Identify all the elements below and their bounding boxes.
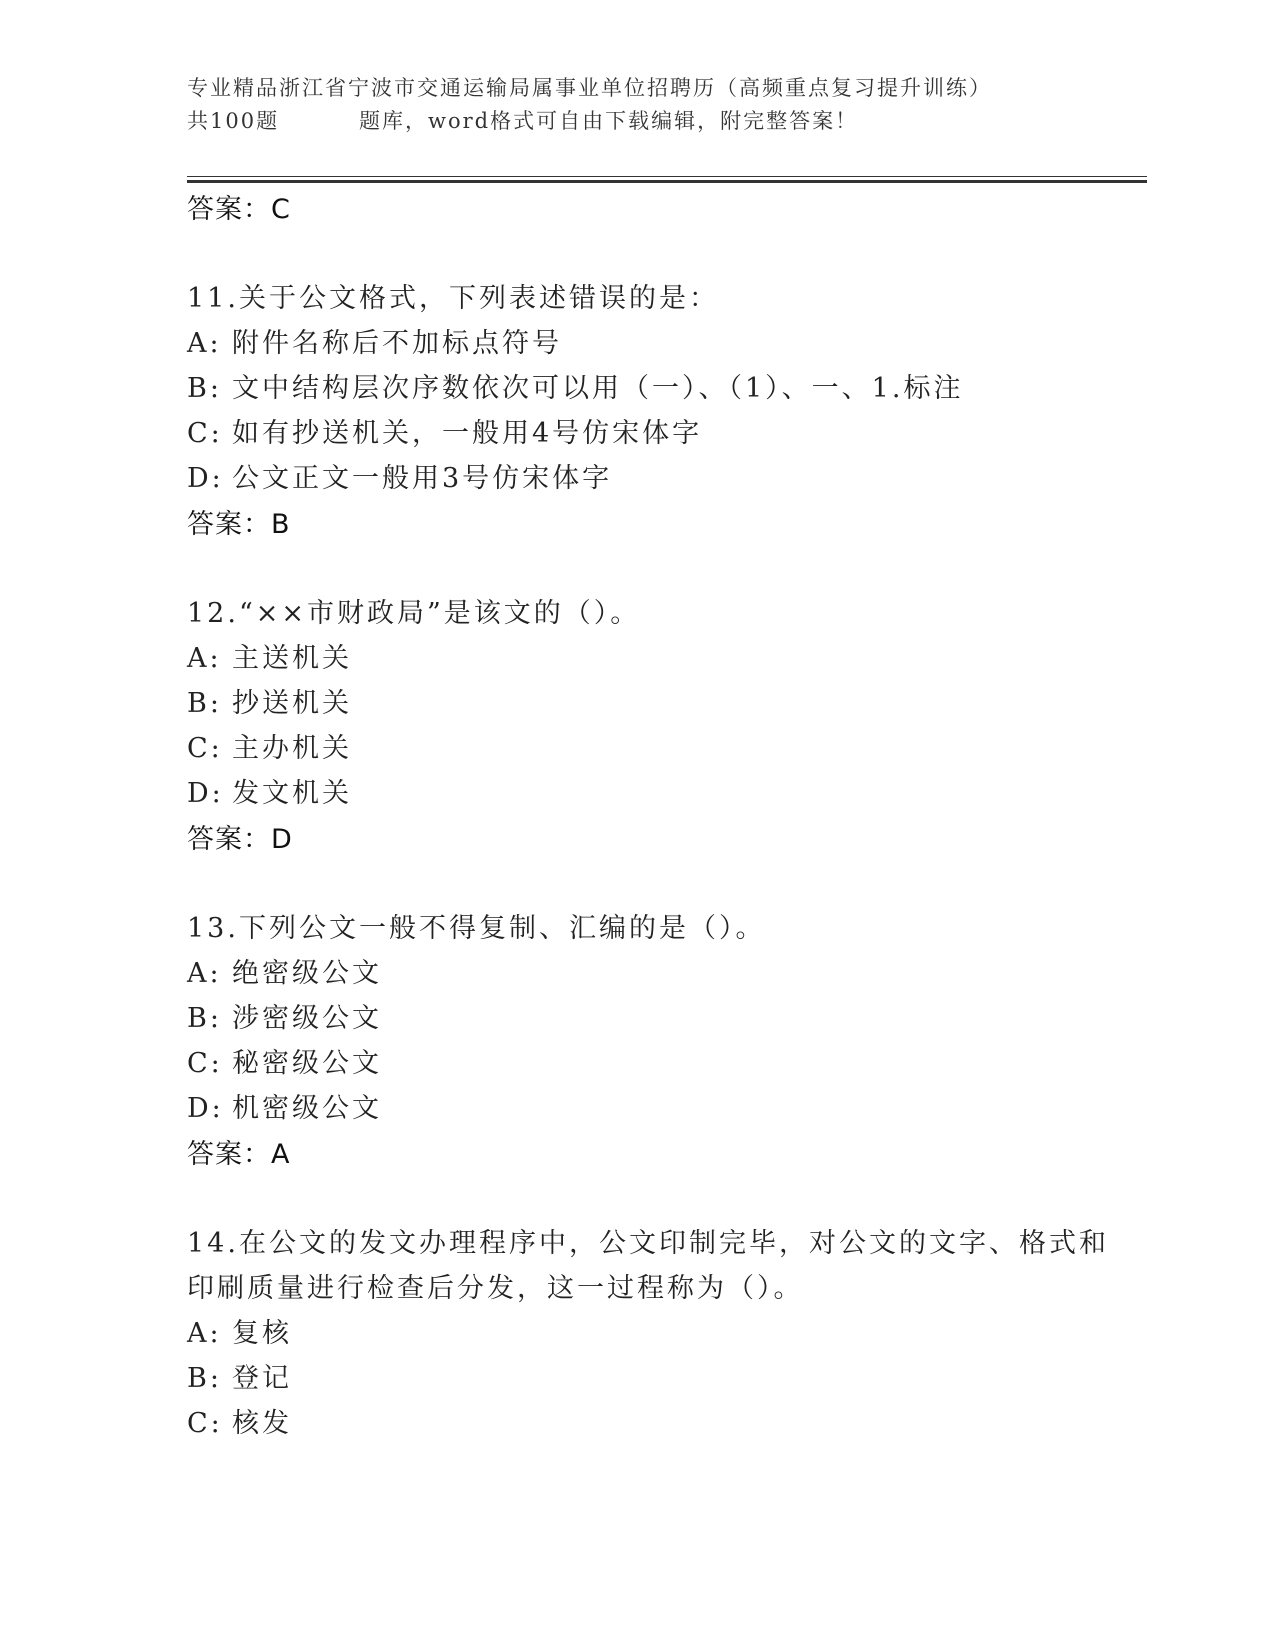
option-letter: C: (187, 1048, 223, 1079)
option-letter: C: (187, 418, 223, 449)
option-text: 文中结构层次序数依次可以用（一）、（1）、一、1.标注 (232, 373, 964, 404)
question-block (187, 276, 1087, 548)
question-block (187, 591, 1087, 863)
answer-option (187, 456, 1087, 501)
question-spacer (187, 863, 1087, 906)
option-letter: A: (187, 958, 222, 989)
option-text: 秘密级公文 (232, 1048, 382, 1079)
question-spacer (187, 1178, 1087, 1221)
option-text: 抄送机关 (232, 688, 352, 719)
option-text: 涉密级公文 (232, 1003, 382, 1034)
option-letter: B: (187, 1363, 222, 1394)
option-letter: A: (187, 328, 222, 359)
option-letter: A: (187, 643, 222, 674)
answer-option (187, 1401, 1087, 1446)
option-letter: D: (187, 1093, 224, 1124)
answer-option (187, 726, 1087, 771)
option-text: 发文机关 (232, 778, 352, 809)
option-text: 附件名称后不加标点符号 (232, 328, 562, 359)
answer-option (187, 411, 1087, 456)
document-header (187, 72, 1087, 138)
option-letter: D: (187, 463, 224, 494)
question-stem: 14.在公文的发文办理程序中，公文印制完毕，对公文的文字、格式和 (187, 1228, 1109, 1259)
answer-line: 答案：C (187, 194, 291, 225)
question-stem: 12.“××市财政局”是该文的（）。 (187, 598, 641, 629)
answer-line: 答案：D (187, 824, 293, 855)
option-text: 复核 (232, 1318, 292, 1349)
option-text: 如有抄送机关，一般用4号仿宋体字 (232, 418, 703, 449)
option-text: 绝密级公文 (232, 958, 382, 989)
answer-option (187, 366, 1087, 411)
question-block (187, 906, 1087, 1178)
answer-option (187, 1356, 1087, 1401)
answer-option (187, 1041, 1087, 1086)
answer-option (187, 1311, 1087, 1356)
question-spacer (187, 548, 1087, 591)
question-list (187, 186, 1109, 1446)
option-letter: C: (187, 1408, 223, 1439)
question-spacer (187, 233, 1087, 276)
questions-container (187, 233, 1109, 1446)
option-letter: B: (187, 688, 222, 719)
header-title-line: 专业精品浙江省宁波市交通运输局属事业单位招聘历（高频重点复习提升训练） (187, 76, 992, 100)
option-letter: C: (187, 733, 223, 764)
question-stem: 11.关于公文格式，下列表述错误的是： (187, 283, 719, 314)
header-subtitle-line (187, 105, 1087, 138)
header-description: 题库，word格式可自由下载编辑，附完整答案！ (359, 109, 859, 133)
answer-line: 答案：B (187, 509, 291, 540)
answer-option (187, 951, 1087, 996)
option-letter: D: (187, 778, 224, 809)
option-text: 主送机关 (232, 643, 352, 674)
answer-option (187, 771, 1087, 816)
question-stem: 13.下列公文一般不得复制、汇编的是（）。 (187, 913, 766, 944)
header-rule-thick (187, 180, 1147, 183)
option-text: 核发 (232, 1408, 292, 1439)
option-letter: B: (187, 373, 222, 404)
option-text: 登记 (232, 1363, 292, 1394)
question-stem: 印刷质量进行检查后分发，这一过程称为（）。 (187, 1273, 804, 1304)
answer-option (187, 636, 1087, 681)
answer-option (187, 1086, 1087, 1131)
option-text: 主办机关 (232, 733, 352, 764)
option-text: 公文正文一般用3号仿宋体字 (232, 463, 613, 494)
answer-option (187, 321, 1087, 366)
option-text: 机密级公文 (232, 1093, 382, 1124)
answer-option (187, 996, 1087, 1041)
option-letter: A: (187, 1318, 222, 1349)
question-count: 共100题 (187, 109, 280, 133)
answer-line: 答案：A (187, 1139, 291, 1170)
answer-option (187, 681, 1087, 726)
question-block (187, 1221, 1109, 1446)
option-letter: B: (187, 1003, 222, 1034)
header-rule-thin (187, 176, 1147, 177)
